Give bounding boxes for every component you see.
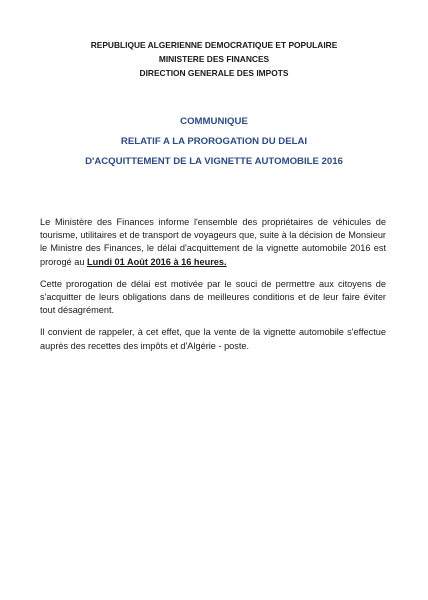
header-direction: DIRECTION GENERALE DES IMPOTS [139, 68, 289, 78]
title-subject-line1: RELATIF A LA PROROGATION DU DELAI [120, 136, 308, 147]
paragraph-reminder: Il convient de rappeler, à cet effet, que la vente de la vignette automobile s'effectue auprès des recettes des impôts et d'Algérie - poste. [40, 327, 386, 351]
paragraph-announcement [40, 216, 386, 269]
header-republic: REPUBLIQUE ALGERIENNE DEMOCRATIQUE ET POPULAIRE [90, 40, 338, 50]
title-subject-line2: D'ACQUITTEMENT DE LA VIGNETTE AUTOMOBILE 2016 [85, 156, 343, 167]
header-ministry: MINISTERE DES FINANCES [158, 54, 270, 64]
communique-title [0, 112, 428, 172]
title-communique: COMMUNIQUE [180, 116, 248, 127]
communique-body [40, 216, 386, 362]
deadline-date: Lundi 01 Août 2016 à 16 heures. [87, 256, 227, 267]
announcement-text: Le Ministère des Finances informe l'ensemble des propriétaires de véhicules de tourisme, utilitaires et de transport de voyageurs que, suite à la décision de Monsieur le Ministre des Finances, le délai d'acquittement de la vignette automobile 2016 est prorogé au [40, 217, 386, 267]
letterhead [0, 38, 428, 80]
paragraph-motivation: Cette prorogation de délai est motivée par le souci de permettre aux citoyens de s'acquitter de leurs obligations dans de meilleures conditions et de leur faire éviter tout désagrément. [40, 278, 386, 316]
